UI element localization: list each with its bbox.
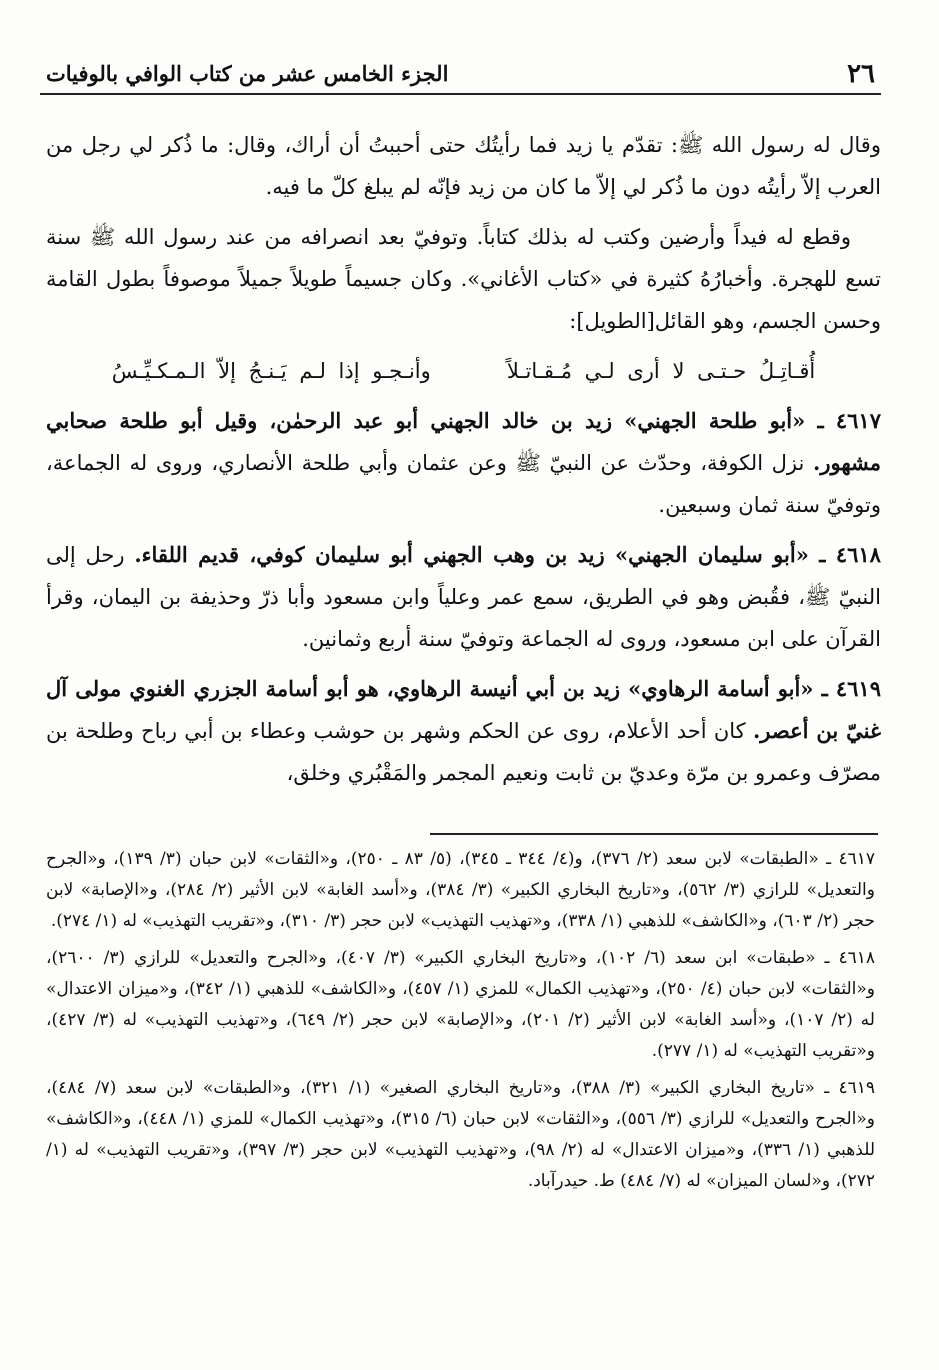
entry-4618-body: رحل إلى النبيّ ﷺ، فقُبض وهو في الطريق، سمع عمر وعلياً وابن مسعود وأبا ذرّ وحذيفة بن اليمان، وقرأ القرآن على ابن مسعود، وروى له الجماعة وتوفيّ سنة أربع وثمانين.: [46, 543, 881, 651]
footnote-4618: [46, 943, 875, 1067]
footnote-4617-number: ٤٦١٧ ـ: [826, 849, 875, 869]
running-title: الجزء الخامس عشر من كتاب الوافي بالوفيات: [46, 61, 449, 86]
footnote-4619-number: ٤٦١٩ ـ: [824, 1078, 876, 1098]
entry-4617: [46, 400, 881, 526]
verse-second-hemistich: وأنـجـو إذا لـم يَـنـجُ إلاّ الـمـكـيِّـسُ: [111, 359, 431, 383]
main-text: [46, 124, 881, 802]
entry-4618: [46, 534, 881, 660]
page-number: ٢٦: [847, 59, 875, 89]
page-header: [40, 55, 881, 95]
footnotes: [46, 844, 875, 1203]
entry-4618-heading: ٤٦١٨ ـ «أبو سليمان الجهني» زيد بن وهب الجهني أبو سليمان كوفي، قديم اللقاء.: [134, 542, 881, 567]
footnote-4617-text: «الطبقات» لابن سعد (٢/ ٣٧٦)، و(٤/ ٣٤٤ ـ ٣٤٥)، (٥/ ٨٣ ـ ٢٥٠)، و«الثقات» لابن حبان (٣/ ١٣٩)، و«الجرح والتعديل» للرازي (٣/ ٥٦٢)، و«تاريخ البخاري الكبير» (٣/ ٣٨٤)، و«أسد الغابة» لابن الأثير (٢/ ٢٨٤)، و«الإصابة» لابن حجر (٢/ ٦٠٣)، و«الكاشف» للذهبي (١/ ٣٣٨)، و«تهذيب التهذيب» لابن حجر (٣/ ٣١٠)، و«تقريب التهذيب» له (١/ ٢٧٤).: [46, 849, 875, 931]
entry-4617-body: نزل الكوفة، وحدّث عن النبيّ ﷺ وعن عثمان وأبي طلحة الأنصاري، وروى له الجماعة، وتوفيّ سنة ثمان وسبعين.: [46, 451, 881, 517]
footnote-4619: [46, 1073, 875, 1197]
entry-4619: [46, 668, 881, 794]
verse-first-hemistich: أُقـاتِـلُ حـتـى لا أرى لـي مُـقـاتـلاً: [506, 359, 816, 383]
footnote-separator: [430, 833, 878, 835]
entry-4617-heading: ٤٦١٧ ـ «أبو طلحة الجهني» زيد بن خالد الجهني أبو عبد الرحمٰن، وقيل أبو طلحة صحابي مشهور.: [46, 408, 881, 475]
entry-4619-body: كان أحد الأعلام، روى عن الحكم وشهر بن حوشب وعطاء بن أبي رباح وطلحة بن مصرّف وعمرو بن مرّة وعديّ بن ثابت ونعيم المجمر والمَقْبُري وخلق،: [46, 719, 881, 785]
footnote-4617: [46, 844, 875, 937]
poetry-verse: [46, 350, 881, 392]
footnote-4619-text: «تاريخ البخاري الكبير» (٣/ ٣٨٨)، و«تاريخ البخاري الصغير» (١/ ٣٢١)، و«الطبقات» لابن سعد (٧/ ٤٨٤)، و«الجرح والتعديل» للرازي (٣/ ٥٥٦)، و«الثقات» لابن حبان (٦/ ٣١٥)، و«تهذيب الكمال» للمزي (١/ ٤٤٨)، و«الكاشف» للذهبي (١/ ٣٣٦)، و«ميزان الاعتدال» له (٢/ ٩٨)، و«تهذيب التهذيب» لابن حجر (٣/ ٣٩٧)، و«تقريب التهذيب» له (١/ ٢٧٢)، و«لسان الميزان» له (٧/ ٤٨٤) ط. حيدرآباد.: [46, 1078, 876, 1191]
paragraph-1: وقال له رسول الله ﷺ: تقدّم يا زيد فما رأيتُك حتى أحببتُ أن أراك، وقال: ما ذُكر لي رجل من العرب إلاّ رأيتُه دون ما ذُكر لي إلاّ ما كان من زيد فإنّه لم يبلغ كلّ ما فيه.: [46, 133, 881, 199]
footnote-4618-text: «طبقات» ابن سعد (٦/ ١٠٢)، و«تاريخ البخاري الكبير» (٣/ ٤٠٧)، و«الجرح والتعديل» للرازي (٣/ ٢٦٠٠)، و«الثقات» لابن حبان (٤/ ٢٥٠)، و«تهذيب الكمال» للمزي (١/ ٤٥٧)، و«الكاشف» للذهبي (١/ ٣٤٢)، و«ميزان الاعتدال» له (٢/ ١٠٧)، و«أسد الغابة» لابن الأثير (٢/ ٢٠١)، و«الإصابة» لابن حجر (٢/ ٦٤٩)، و«تهذيب التهذيب» له (٣/ ٤٢٧)، و«تقريب التهذيب» له (١/ ٢٧٧).: [46, 948, 876, 1061]
paragraph-2: وقطع له فيداً وأرضين وكتب له بذلك كتاباً. وتوفيّ بعد انصرافه من عند رسول الله ﷺ سنة تسع للهجرة. وأخبارُهُ كثيرة في «كتاب الأغاني». وكان جسيماً طويلاً جميلاً موصوفاً بطول القامة وحسن الجسم، وهو القائل[الطويل]:: [46, 225, 881, 333]
entry-4619-heading: ٤٦١٩ ـ «أبو أسامة الرهاوي» زيد بن أبي أنيسة الرهاوي، هو أبو أسامة الجزري الغنوي مولى آل غنيّ بن أعصر.: [46, 676, 881, 743]
footnote-4618-number: ٤٦١٨ ـ: [824, 948, 875, 968]
